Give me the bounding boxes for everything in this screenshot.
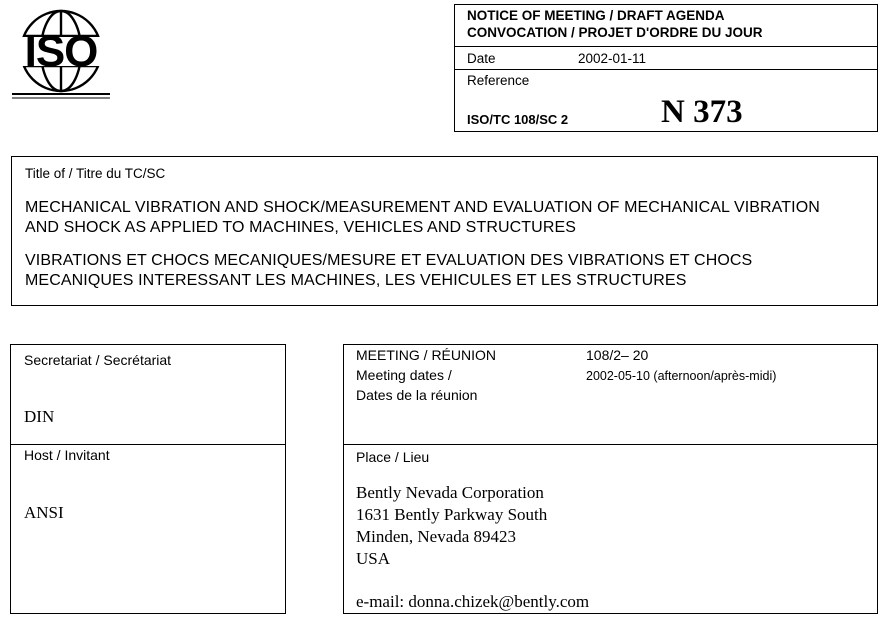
secretariat-host-box [10,344,286,614]
place-label: Place / Lieu [356,449,430,465]
place-line4: USA [356,549,391,568]
place-line3: Minden, Nevada 89423 [356,527,517,546]
document-number: N 373 [661,94,743,130]
title-box [11,156,878,306]
reference-label: Reference [467,73,530,88]
reference-row [455,69,877,131]
date-label: Date [467,51,496,66]
meeting-dates-label-fr: Dates de la réunion [356,387,478,403]
date-row [455,46,877,71]
meeting-label: MEETING / RÉUNION [356,347,497,363]
meeting-number: 108/2– 20 [586,347,649,363]
place-line2: 1631 Bently Parkway South [356,505,548,524]
title-english-line2: AND SHOCK AS APPLIED TO MACHINES, VEHICLES AND STRUCTURES [25,219,577,236]
notice-title-en: NOTICE OF MEETING / DRAFT AGENDA [467,8,725,23]
iso-logo [8,4,114,100]
secretariat-value: DIN [24,407,55,426]
place-email[interactable]: e-mail: donna.chizek@bently.com [356,592,590,611]
secretariat-divider [11,444,285,445]
title-french-line2: MECANIQUES INTERESSANT LES MACHINES, LES VEHICULES ET LES STRUCTURES [25,272,687,289]
meeting-divider [344,444,877,445]
notice-title-fr: CONVOCATION / PROJET D'ORDRE DU JOUR [467,25,763,40]
meeting-dates-value: 2002-05-10 (afternoon/après-midi) [586,369,777,383]
date-value: 2002-01-11 [578,51,647,66]
title-english-line1: MECHANICAL VIBRATION AND SHOCK/MEASUREMENT AND EVALUATION OF MECHANICAL VIBRATION [25,199,820,216]
host-label: Host / Invitant [24,447,110,463]
meeting-place-box [343,344,878,614]
secretariat-label: Secretariat / Secrétariat [24,352,172,368]
committee-ref: ISO/TC 108/SC 2 [467,112,569,127]
place-line1: Bently Nevada Corporation [356,483,544,502]
title-french-line1: VIBRATIONS ET CHOCS MECANIQUES/MESURE ET EVALUATION DES VIBRATIONS ET CHOCS [25,252,753,269]
meeting-dates-label-en: Meeting dates / [356,367,452,383]
title-label: Title of / Titre du TC/SC [25,166,166,181]
notice-box [454,4,878,132]
host-value: ANSI [24,503,64,522]
iso-logo-text: ISO [24,27,98,76]
